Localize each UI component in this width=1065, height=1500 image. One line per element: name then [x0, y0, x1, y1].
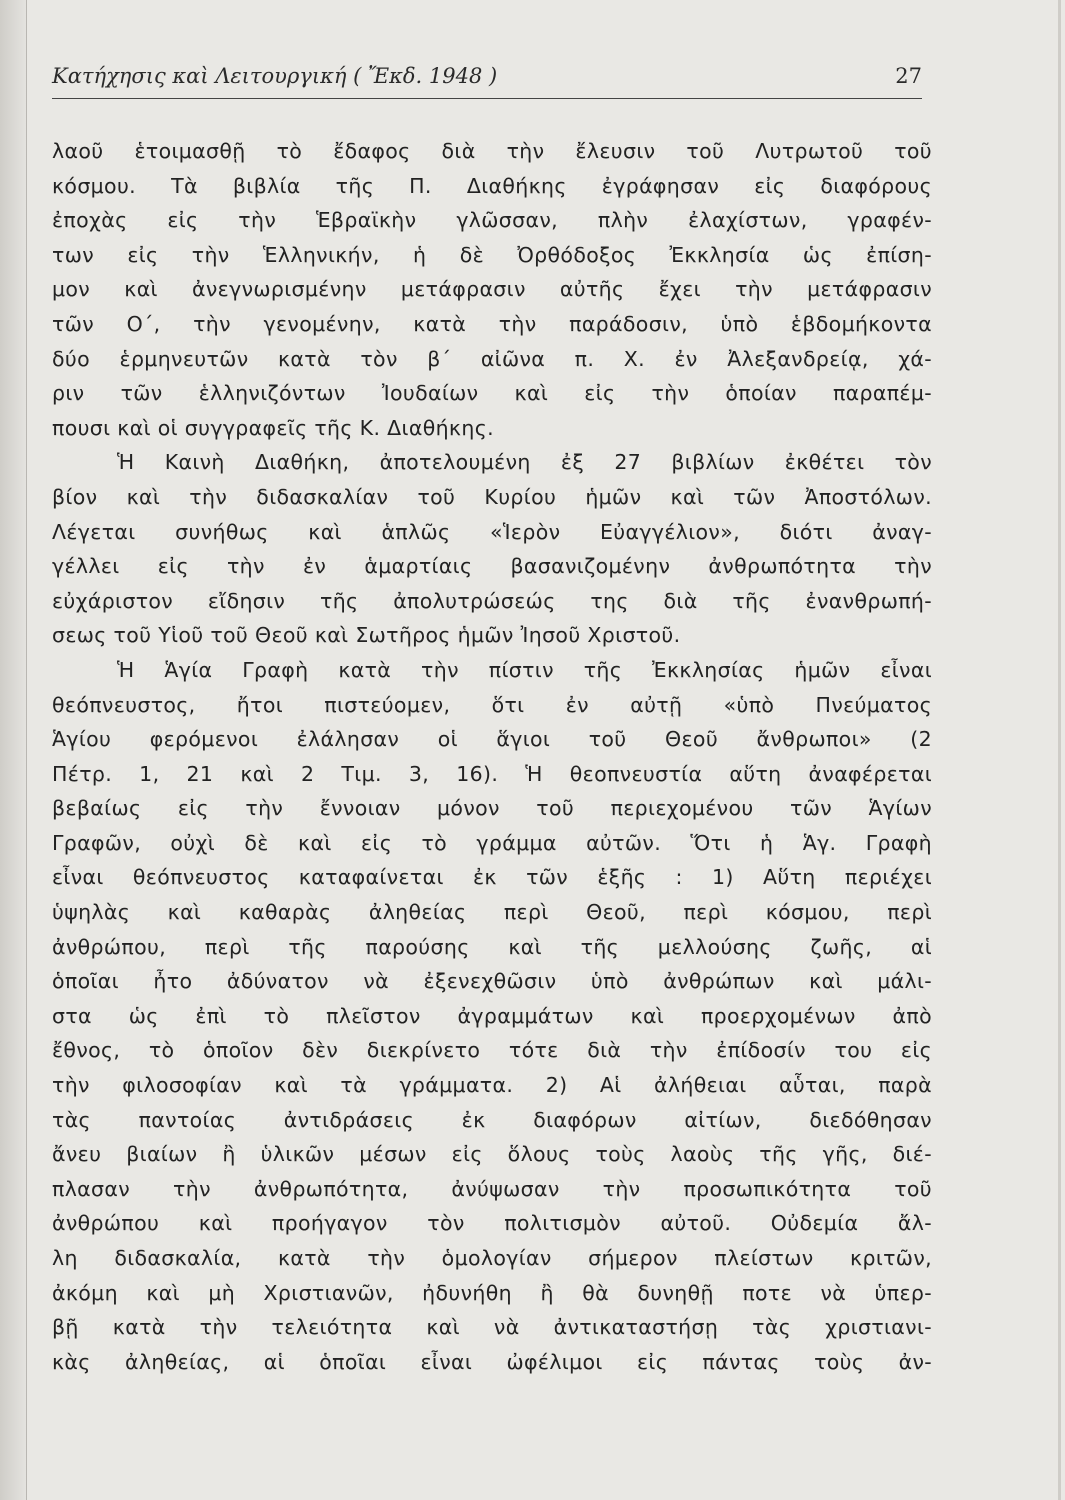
- paragraph-start-line: Ἡ Ἁγία Γραφὴ κατὰ τὴν πίστιν τῆς Ἐκκλησίας ἡμῶν εἶναι: [117, 657, 932, 682]
- text-line: τὴν φιλοσοφίαν καὶ τὰ γράμματα. 2) Αἱ ἀλήθειαι αὗται, παρὰ: [52, 1073, 932, 1098]
- text-line: των εἰς τὴν Ἑλληνικήν, ἡ δὲ Ὀρθόδοξος Ἐκκλησία ὡς ἐπίση-: [52, 242, 932, 267]
- text-line: ἀκόμη καὶ μὴ Χριστιανῶν, ἠδυνήθη ἢ θὰ δυνηθῇ ποτε νὰ ὑπερ-: [52, 1280, 932, 1305]
- text-line: πλασαν τὴν ἀνθρωπότητα, ἀνύψωσαν τὴν προσωπικότητα τοῦ: [52, 1176, 932, 1201]
- text-line: ὁποῖαι ἦτο ἀδύνατον νὰ ἐξενεχθῶσιν ὑπὸ ἀνθρώπων καὶ μάλι-: [52, 969, 932, 994]
- text-line: κόσμου. Τὰ βιβλία τῆς Π. Διαθήκης ἐγράφησαν εἰς διαφόρους: [52, 173, 932, 198]
- text-line: βεβαίως εἰς τὴν ἔννοιαν μόνον τοῦ περιεχομένου τῶν Ἁγίων: [52, 796, 932, 821]
- margin-mark: [1058, 0, 1061, 1500]
- text-line: Ἁγίου φερόμενοι ἐλάλησαν οἱ ἅγιοι τοῦ Θεοῦ ἄνθρωποι» (2: [52, 727, 932, 752]
- text-line: σεως τοῦ Υἱοῦ τοῦ Θεοῦ καὶ Σωτῆρος ἡμῶν Ἰησοῦ Χριστοῦ.: [52, 623, 681, 648]
- text-line: πουσι καὶ οἱ συγγραφεῖς τῆς Κ. Διαθήκης.: [52, 415, 494, 440]
- text-line: μον καὶ ἀνεγνωρισμένην μετάφρασιν αὐτῆς ἔχει τὴν μετάφρασιν: [52, 277, 932, 302]
- text-line: Λέγεται συνήθως καὶ ἁπλῶς «Ἱερὸν Εὐαγγέλιον», διότι ἀναγ-: [52, 519, 932, 544]
- binding-gutter: [0, 0, 27, 1500]
- text-line: λη διδασκαλία, κατὰ τὴν ὁμολογίαν σήμερον πλείστων κριτῶν,: [52, 1246, 932, 1270]
- text-line: ἀνθρώπου καὶ προήγαγον τὸν πολιτισμὸν αὐτοῦ. Οὐδεμία ἄλ-: [52, 1211, 932, 1236]
- text-line: Γραφῶν, οὐχὶ δὲ καὶ εἰς τὸ γράμμα αὐτῶν. Ὅτι ἡ Ἁγ. Γραφὴ: [52, 830, 932, 855]
- running-head: Κατήχησις καὶ Λειτουργική ( Ἔκδ. 1948 ): [52, 64, 498, 88]
- text-line: εὐχάριστον εἴδησιν τῆς ἀπολυτρώσεώς της διὰ τῆς ἐνανθρωπή-: [52, 588, 932, 613]
- text-line: γέλλει εἰς τὴν ἐν ἁμαρτίαις βασανιζομένην ἀνθρωπότητα τὴν: [52, 554, 932, 579]
- text-line: ἔθνος, τὸ ὁποῖον δὲν διεκρίνετο τότε διὰ τὴν ἐπίδοσίν του εἰς: [52, 1038, 932, 1063]
- text-line: στα ὡς ἐπὶ τὸ πλεῖστον ἀγραμμάτων καὶ προερχομένων ἀπὸ: [52, 1003, 932, 1028]
- text-line: δύο ἑρμηνευτῶν κατὰ τὸν β΄ αἰῶνα π. Χ. ἐν Ἀλεξανδρείᾳ, χά-: [52, 346, 932, 371]
- body-text: [52, 134, 932, 1379]
- text-line: ἀνθρώπου, περὶ τῆς παρούσης καὶ τῆς μελλούσης ζωῆς, αἱ: [52, 934, 932, 959]
- text-line: εἶναι θεόπνευστος καταφαίνεται ἐκ τῶν ἑξῆς : 1) Αὕτη περιέχει: [52, 865, 932, 890]
- text-line: ὑψηλὰς καὶ καθαρὰς ἀληθείας περὶ Θεοῦ, περὶ κόσμου, περὶ: [52, 900, 932, 925]
- text-line: θεόπνευστος, ἤτοι πιστεύομεν, ὅτι ἐν αὐτῇ «ὑπὸ Πνεύματος: [52, 692, 932, 717]
- text-line: ἐποχὰς εἰς τὴν Ἑβραϊκὴν γλῶσσαν, πλὴν ἐλαχίστων, γραφέν-: [52, 208, 932, 233]
- text-line: τῶν Ο΄, τὴν γενομένην, κατὰ τὴν παράδοσιν, ὑπὸ ἑβδομήκοντα: [52, 311, 932, 336]
- text-line: ἄνευ βιαίων ἢ ὑλικῶν μέσων εἰς ὅλους τοὺς λαοὺς τῆς γῆς, διέ-: [52, 1142, 932, 1167]
- text-line: τὰς παντοίας ἀντιδράσεις ἐκ διαφόρων αἰτίων, διεδόθησαν: [52, 1107, 932, 1132]
- text-line: βῇ κατὰ τὴν τελειότητα καὶ νὰ ἀντικαταστήσῃ τὰς χριστιανι-: [52, 1315, 932, 1340]
- text-line: κὰς ἀληθείας, αἱ ὁποῖαι εἶναι ὠφέλιμοι εἰς πάντας τοὺς ἀν-: [52, 1349, 932, 1374]
- text-line: Πέτρ. 1, 21 καὶ 2 Τιμ. 3, 16). Ἡ θεοπνευστία αὕτη ἀναφέρεται: [52, 761, 932, 786]
- page-header: [52, 64, 922, 99]
- text-line: ριν τῶν ἑλληνιζόντων Ἰουδαίων καὶ εἰς τὴν ὁποίαν παραπέμ-: [52, 381, 932, 406]
- paragraph-start-line: Ἡ Καινὴ Διαθήκη, ἀποτελουμένη ἐξ 27 βιβλίων ἐκθέτει τὸν: [117, 450, 932, 475]
- page-number: 27: [895, 64, 922, 88]
- text-line: λαοῦ ἑτοιμασθῇ τὸ ἔδαφος διὰ τὴν ἔλευσιν τοῦ Λυτρωτοῦ τοῦ: [52, 139, 932, 163]
- text-line: βίον καὶ τὴν διδασκαλίαν τοῦ Κυρίου ἡμῶν καὶ τῶν Ἀποστόλων.: [52, 484, 932, 509]
